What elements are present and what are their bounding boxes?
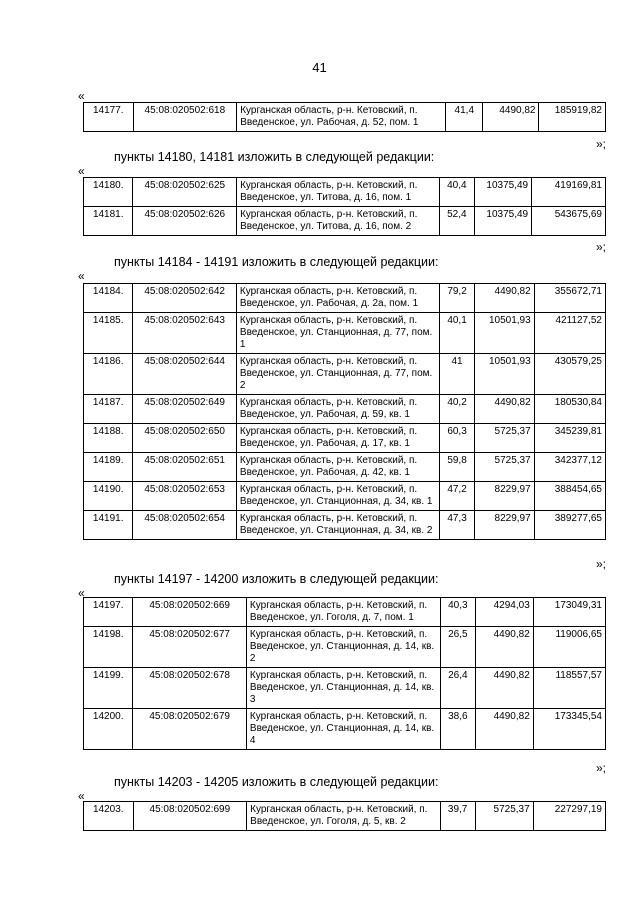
paragraph-amend-14184-14191: пункты 14184 - 14191 изложить в следующей редакции: [114,255,439,269]
area-cell: 41,4 [446,103,483,132]
open-quote: « [78,89,85,103]
table-section-3 [83,283,606,540]
area-cell: 47,3 [440,511,475,540]
area-cell: 40,3 [440,598,475,627]
total-value-cell: 173345,54 [533,709,605,750]
total-value-cell: 389277,65 [534,511,605,540]
address-cell: Курганская область, р-н. Кетовский, п. Введенское, ул. Станционная, д. 14, кв. 2 [246,627,440,668]
area-cell: 26,4 [440,668,475,709]
open-quote: « [78,164,85,178]
area-cell: 26,5 [440,627,475,668]
cadastral-number-cell: 45:08:020502:654 [133,511,237,540]
table-row [84,178,606,207]
area-cell: 60,3 [440,424,475,453]
item-number-cell: 14189. [84,453,133,482]
total-value-cell: 419169,81 [532,178,606,207]
cadastral-number-cell: 45:08:020502:643 [133,313,237,354]
area-cell: 52,4 [439,207,474,236]
address-cell: Курганская область, р-н. Кетовский, п. Введенское, ул. Гоголя, д. 5, кв. 2 [247,802,440,831]
paragraph-amend-14197-14200: пункты 14197 - 14200 изложить в следующей редакции: [114,572,439,586]
address-cell: Курганская область, р-н. Кетовский, п. Введенское, ул. Станционная, д. 77, пом. 2 [236,354,439,395]
total-value-cell: 185919,82 [539,103,606,132]
item-number-cell: 14197. [84,598,133,627]
item-number-cell: 14203. [84,802,134,831]
area-cell: 41 [440,354,475,395]
unit-value-cell: 10501,93 [475,354,535,395]
open-quote: « [78,789,85,803]
address-cell: Курганская область, р-н. Кетовский, п. Введенское, ул. Станционная, д. 77, пом. 1 [236,313,439,354]
cadastral-number-cell: 45:08:020502:669 [133,598,246,627]
cadastral-number-cell: 45:08:020502:650 [133,424,237,453]
item-number-cell: 14200. [84,709,133,750]
area-cell: 59,8 [440,453,475,482]
cadastral-number-cell: 45:08:020502:678 [133,668,246,709]
table-section-4 [83,597,606,750]
unit-value-cell: 10375,49 [474,178,531,207]
item-number-cell: 14191. [84,511,133,540]
table-row [84,511,606,540]
table-section-2 [83,177,606,236]
open-quote: « [78,586,85,600]
cadastral-number-cell: 45:08:020502:653 [133,482,237,511]
address-cell: Курганская область, р-н. Кетовский, п. Введенское, ул. Рабочая, д. 17, кв. 1 [236,424,439,453]
cadastral-number-cell: 45:08:020502:651 [133,453,237,482]
unit-value-cell: 4490,82 [475,284,535,313]
close-quote: »; [596,761,607,775]
address-cell: Курганская область, р-н. Кетовский, п. Введенское, ул. Рабочая, д. 52, пом. 1 [237,103,446,132]
address-cell: Курганская область, р-н. Кетовский, п. Введенское, ул. Рабочая, д. 42, кв. 1 [236,453,439,482]
open-quote: « [78,269,85,283]
cadastral-number-cell: 45:08:020502:679 [133,709,246,750]
item-number-cell: 14186. [84,354,133,395]
unit-value-cell: 4490,82 [475,668,533,709]
address-cell: Курганская область, р-н. Кетовский, п. Введенское, ул. Титова, д. 16, пом. 1 [237,178,440,207]
unit-value-cell: 5725,37 [475,802,533,831]
address-cell: Курганская область, р-н. Кетовский, п. Введенское, ул. Рабочая, д. 2а, пом. 1 [236,284,439,313]
unit-value-cell: 10375,49 [474,207,531,236]
unit-value-cell: 4294,03 [475,598,533,627]
area-cell: 38,6 [440,709,475,750]
unit-value-cell: 4490,82 [475,395,535,424]
item-number-cell: 14181. [84,207,133,236]
item-number-cell: 14199. [84,668,133,709]
total-value-cell: 345239,81 [534,424,605,453]
unit-value-cell: 8229,97 [475,482,535,511]
unit-value-cell: 8229,97 [475,511,535,540]
table-row [84,395,606,424]
close-quote: »; [596,240,607,254]
table-section-1 [83,102,606,132]
area-cell: 39,7 [440,802,475,831]
table-row [84,598,606,627]
cadastral-number-cell: 45:08:020502:618 [133,103,237,132]
table-row [84,627,606,668]
unit-value-cell: 4490,82 [483,103,539,132]
paragraph-amend-14180-14181: пункты 14180, 14181 изложить в следующей редакции: [114,150,435,164]
table-row [84,354,606,395]
table-row [84,207,606,236]
address-cell: Курганская область, р-н. Кетовский, п. Введенское, ул. Станционная, д. 14, кв. 3 [246,668,440,709]
total-value-cell: 227297,19 [533,802,605,831]
cadastral-number-cell: 45:08:020502:644 [133,354,237,395]
item-number-cell: 14187. [84,395,133,424]
table-row [84,313,606,354]
close-quote: »; [596,557,607,571]
total-value-cell: 355672,71 [534,284,605,313]
cadastral-number-cell: 45:08:020502:677 [133,627,246,668]
area-cell: 40,1 [440,313,475,354]
item-number-cell: 14185. [84,313,133,354]
item-number-cell: 14188. [84,424,133,453]
address-cell: Курганская область, р-н. Кетовский, п. Введенское, ул. Гоголя, д. 7, пом. 1 [246,598,440,627]
table-row [84,802,606,831]
unit-value-cell: 5725,37 [475,424,535,453]
area-cell: 40,2 [440,395,475,424]
total-value-cell: 388454,65 [534,482,605,511]
table-row [84,453,606,482]
unit-value-cell: 4490,82 [475,627,533,668]
total-value-cell: 543675,69 [532,207,606,236]
table-row [84,424,606,453]
total-value-cell: 342377,12 [534,453,605,482]
address-cell: Курганская область, р-н. Кетовский, п. Введенское, ул. Станционная, д. 14, кв. 4 [246,709,440,750]
close-quote: »; [596,137,607,151]
area-cell: 40,4 [439,178,474,207]
total-value-cell: 118557,57 [533,668,605,709]
total-value-cell: 119006,65 [533,627,605,668]
table-row [84,103,606,132]
address-cell: Курганская область, р-н. Кетовский, п. Введенское, ул. Станционная, д. 34, кв. 1 [236,482,439,511]
cadastral-number-cell: 45:08:020502:699 [133,802,247,831]
total-value-cell: 173049,31 [533,598,605,627]
area-cell: 79,2 [440,284,475,313]
table-row [84,482,606,511]
cadastral-number-cell: 45:08:020502:625 [133,178,237,207]
address-cell: Курганская область, р-н. Кетовский, п. Введенское, ул. Станционная, д. 34, кв. 2 [236,511,439,540]
table-row [84,284,606,313]
item-number-cell: 14198. [84,627,133,668]
total-value-cell: 421127,52 [534,313,605,354]
page-number: 41 [312,60,327,75]
unit-value-cell: 5725,37 [475,453,535,482]
table-row [84,668,606,709]
total-value-cell: 180530,84 [534,395,605,424]
cadastral-number-cell: 45:08:020502:642 [133,284,237,313]
area-cell: 47,2 [440,482,475,511]
item-number-cell: 14184. [84,284,133,313]
cadastral-number-cell: 45:08:020502:649 [133,395,237,424]
item-number-cell: 14180. [84,178,133,207]
total-value-cell: 430579,25 [534,354,605,395]
paragraph-amend-14203-14205: пункты 14203 - 14205 изложить в следующей редакции: [114,775,439,789]
item-number-cell: 14177. [84,103,134,132]
table-row [84,709,606,750]
item-number-cell: 14190. [84,482,133,511]
address-cell: Курганская область, р-н. Кетовский, п. Введенское, ул. Титова, д. 16, пом. 2 [237,207,440,236]
table-section-5 [83,801,606,831]
unit-value-cell: 10501,93 [475,313,535,354]
unit-value-cell: 4490,82 [475,709,533,750]
cadastral-number-cell: 45:08:020502:626 [133,207,237,236]
address-cell: Курганская область, р-н. Кетовский, п. Введенское, ул. Рабочая, д. 59, кв. 1 [236,395,439,424]
